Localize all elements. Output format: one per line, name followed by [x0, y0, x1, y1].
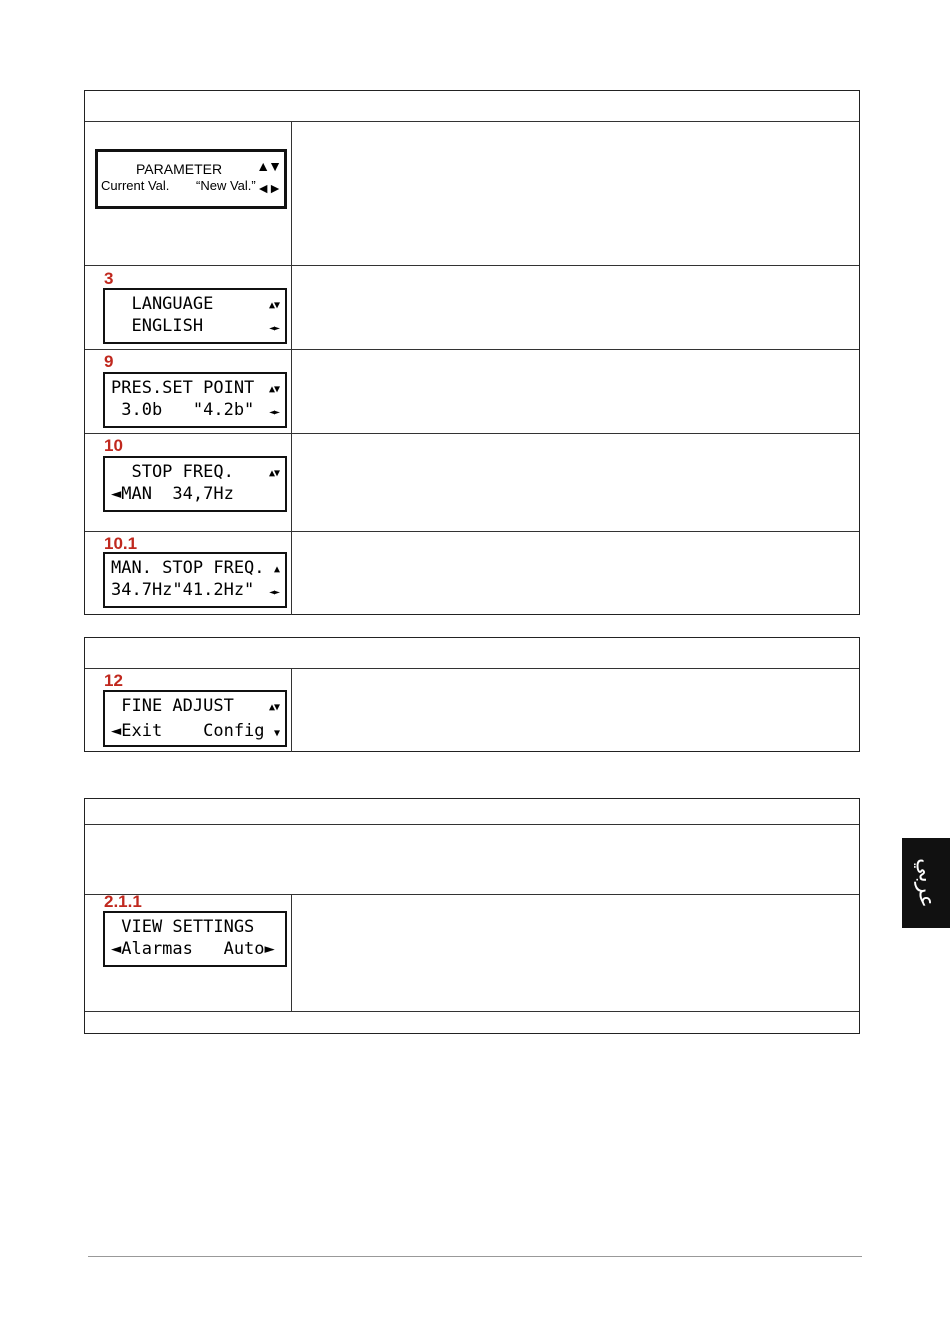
screen-row — [85, 349, 859, 434]
left-right-arrows-icon: ◄► — [256, 180, 280, 196]
lcd-display — [103, 372, 287, 428]
up-down-arrows-icon: ▲▼ — [268, 384, 279, 395]
lcd-line-1: MAN. STOP FREQ. — [111, 558, 265, 578]
view-settings-table — [84, 798, 860, 1034]
lcd-line-2: 34.7Hz"41.2Hz" — [111, 580, 255, 600]
fine-adjust-table — [84, 637, 860, 752]
table-header-row — [85, 638, 859, 668]
lcd-display — [103, 911, 287, 967]
lcd-line-2: ◄Exit Config — [111, 721, 265, 741]
table-header-row — [85, 91, 859, 121]
lcd-line-1: VIEW SETTINGS — [111, 917, 255, 937]
lcd-line-2: 3.0b "4.2b" — [111, 400, 255, 420]
lcd-display — [103, 288, 287, 344]
screen-row — [85, 433, 859, 532]
step-number: 2.1.1 — [104, 892, 142, 911]
step-number: 12 — [104, 671, 123, 690]
table-header-row — [85, 799, 859, 824]
step-number: 10 — [104, 436, 123, 455]
lcd-line-1: PRES.SET POINT — [111, 378, 255, 398]
lcd-display — [103, 456, 287, 512]
step-number: 3 — [104, 269, 114, 288]
language-tab-label: عربي — [913, 858, 939, 908]
lcd-line-1: FINE ADJUST — [111, 696, 234, 716]
left-right-arrows-icon: ◄► — [268, 323, 279, 334]
legend-parameter: PARAMETER — [136, 161, 223, 177]
down-arrow-icon: ▼ — [273, 728, 279, 739]
up-down-arrows-icon: ▲▼ — [256, 158, 280, 174]
screen-row — [85, 531, 859, 615]
left-right-arrows-icon: ◄► — [268, 407, 279, 418]
up-down-arrows-icon: ▲▼ — [268, 300, 279, 311]
up-arrow-icon: ▲ — [273, 564, 279, 575]
screen-row — [85, 265, 859, 350]
step-number: 9 — [104, 352, 114, 371]
lcd-line-1: STOP FREQ. — [111, 462, 234, 482]
table-footer-row — [85, 1011, 859, 1034]
screen-row — [85, 894, 859, 1012]
lcd-line-2: ENGLISH — [111, 316, 204, 336]
lcd-display — [103, 552, 287, 608]
up-down-arrows-icon: ▲▼ — [268, 468, 279, 479]
up-down-arrows-icon: ▲▼ — [268, 702, 279, 713]
language-side-tab — [902, 838, 950, 928]
display-legend — [95, 149, 287, 209]
lcd-display — [103, 690, 287, 747]
legend-current-value: Current Val. — [101, 178, 170, 193]
left-right-arrows-icon: ◄► — [268, 587, 279, 598]
lcd-line-1: LANGUAGE — [111, 294, 214, 314]
parameter-table — [84, 90, 860, 615]
legend-row — [85, 121, 859, 266]
step-number: 10.1 — [104, 534, 138, 553]
screen-row — [85, 668, 859, 752]
footer-rule — [88, 1256, 862, 1257]
lcd-line-2: ◄Alarmas Auto► — [111, 939, 275, 959]
legend-new-value: “New Val.” — [196, 178, 256, 193]
description-row — [85, 824, 859, 895]
lcd-line-2: ◄MAN 34,7Hz — [111, 484, 234, 504]
